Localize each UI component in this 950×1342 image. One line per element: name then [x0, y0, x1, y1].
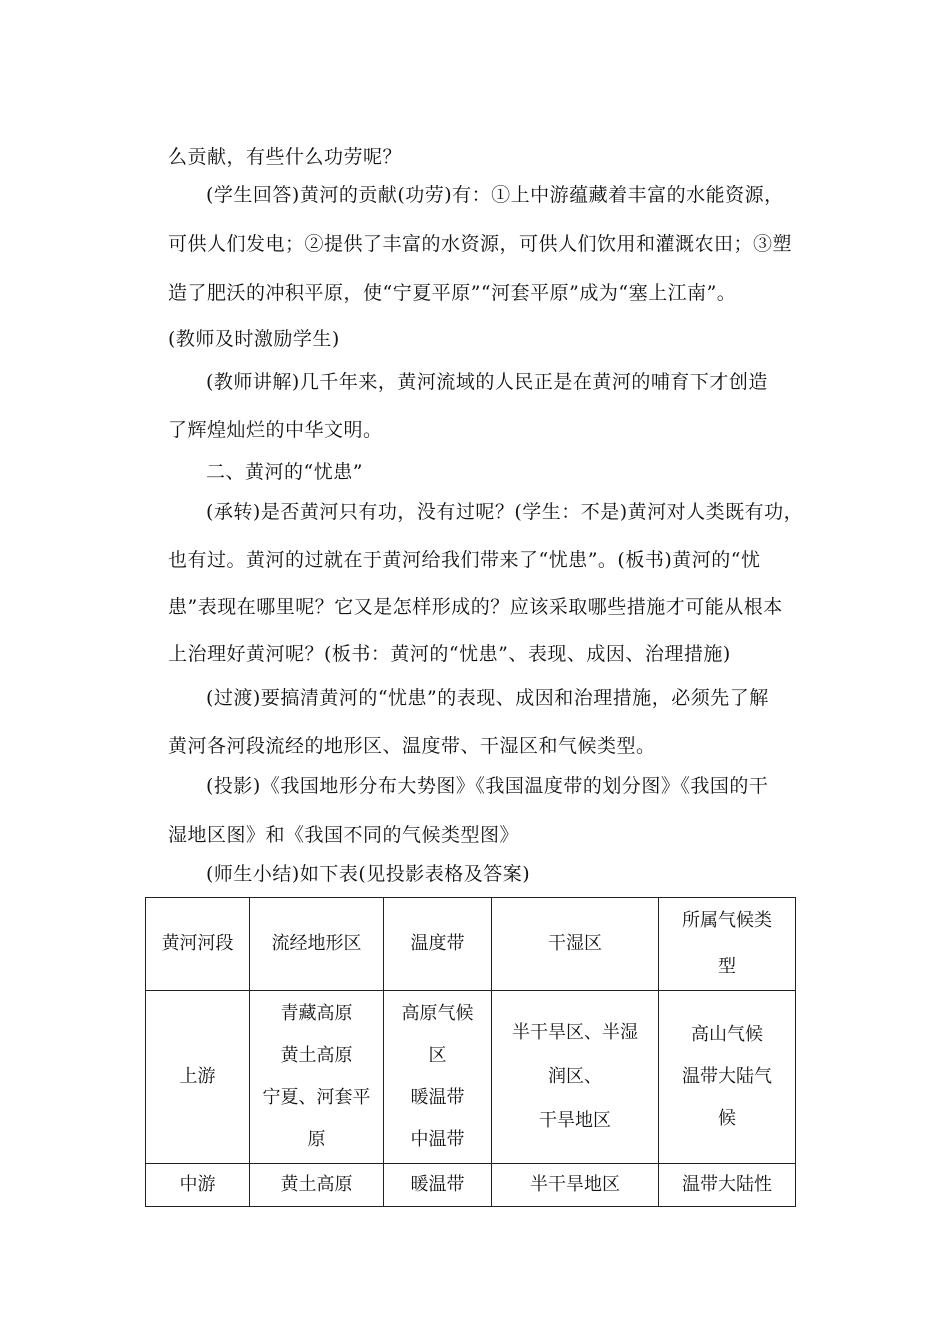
paragraph-line: (学生回答)黄河的贡献(功劳)有：①上中游蕴藏着丰富的水能资源，	[206, 184, 784, 206]
table-header-cell: 干湿区	[492, 898, 659, 991]
cell-text: 青藏高原	[280, 1003, 353, 1024]
table-cell-moisture	[492, 991, 659, 1164]
cell-text: 干旱地区	[539, 1110, 611, 1131]
paragraph-line: 可供人们发电；②提供了丰富的水资源，可供人们饮用和灌溉农田；③塑	[168, 233, 793, 255]
paragraph-line: 造了肥沃的冲积平原，使“宁夏平原”“河套平原”成为“塞上江南”。	[168, 282, 737, 304]
cell-text: 暖温带	[410, 1087, 465, 1108]
cell-text: 区	[428, 1045, 447, 1066]
table-row	[146, 1164, 796, 1207]
table-cell-temperature	[384, 991, 492, 1164]
paragraph-line: 患”表现在哪里呢？它又是怎样形成的？应该采取哪些措施才可能从根本	[168, 596, 783, 618]
table-header-cell: 黄河河段	[146, 898, 250, 991]
table-cell-temperature: 暖温带	[384, 1164, 492, 1207]
table-cell-segment: 上游	[146, 991, 250, 1164]
paragraph-line: (教师及时激励学生)	[168, 328, 340, 350]
table-header-cell: 流经地形区	[250, 898, 384, 991]
cell-text: 中温带	[410, 1129, 465, 1150]
cell-text: 半干旱区、半湿	[512, 1022, 638, 1043]
paragraph-line: 了辉煌灿烂的中华文明。	[168, 419, 383, 441]
yellow-river-table	[145, 897, 796, 1207]
cell-text: 温带大陆气	[682, 1066, 772, 1087]
table-row	[146, 991, 796, 1164]
cell-text: 高原气候	[401, 1003, 474, 1024]
paragraph-line: 黄河各河段流经的地形区、温度带、干湿区和气候类型。	[168, 735, 656, 757]
paragraph-line: (师生小结)如下表(见投影表格及答案)	[206, 863, 531, 885]
table-cell-climate: 温带大陆性	[659, 1164, 796, 1207]
cell-text: 黄土高原	[280, 1045, 353, 1066]
paragraph-line: (过渡)要搞清黄河的“忧患”的表现、成因和治理措施，必须先了解	[206, 687, 769, 709]
paragraph-line: (承转)是否黄河只有功，没有过呢？(学生：不是)黄河对人类既有功，	[206, 501, 804, 523]
paragraph-line: 么贡献，有些什么功劳呢？	[168, 146, 403, 168]
table-cell-moisture: 半干旱地区	[492, 1164, 659, 1207]
paragraph-line: 也有过。黄河的过就在于黄河给我们带来了“忧患”。(板书)黄河的“忧	[168, 549, 761, 571]
table-header-cell: 温度带	[384, 898, 492, 991]
paragraph-line: 湿地区图》和《我国不同的气候类型图》	[168, 824, 520, 846]
table-cell-terrain	[250, 991, 384, 1164]
cell-text: 型	[718, 956, 736, 977]
cell-text: 候	[718, 1108, 736, 1129]
table-cell-segment: 中游	[146, 1164, 250, 1207]
table-cell-terrain: 黄土高原	[250, 1164, 384, 1207]
paragraph-line: 上治理好黄河呢？(板书：黄河的“忧患”、表现、成因、治理措施)	[168, 643, 731, 665]
cell-text: 原	[307, 1129, 326, 1150]
table-header-row	[146, 898, 796, 991]
section-heading: 二、黄河的“忧患”	[206, 461, 363, 483]
cell-text: 宁夏、河套平	[262, 1087, 371, 1108]
paragraph-line: (投影)《我国地形分布大势图》《我国温度带的划分图》《我国的干	[206, 775, 769, 797]
cell-text: 高山气候	[691, 1024, 763, 1045]
paragraph-line: (教师讲解)几千年来，黄河流域的人民正是在黄河的哺育下才创造	[206, 371, 768, 393]
cell-text: 润区、	[548, 1066, 602, 1087]
cell-text: 所属气候类	[682, 910, 772, 931]
table-cell-climate	[659, 991, 796, 1164]
table-header-cell	[659, 898, 796, 991]
